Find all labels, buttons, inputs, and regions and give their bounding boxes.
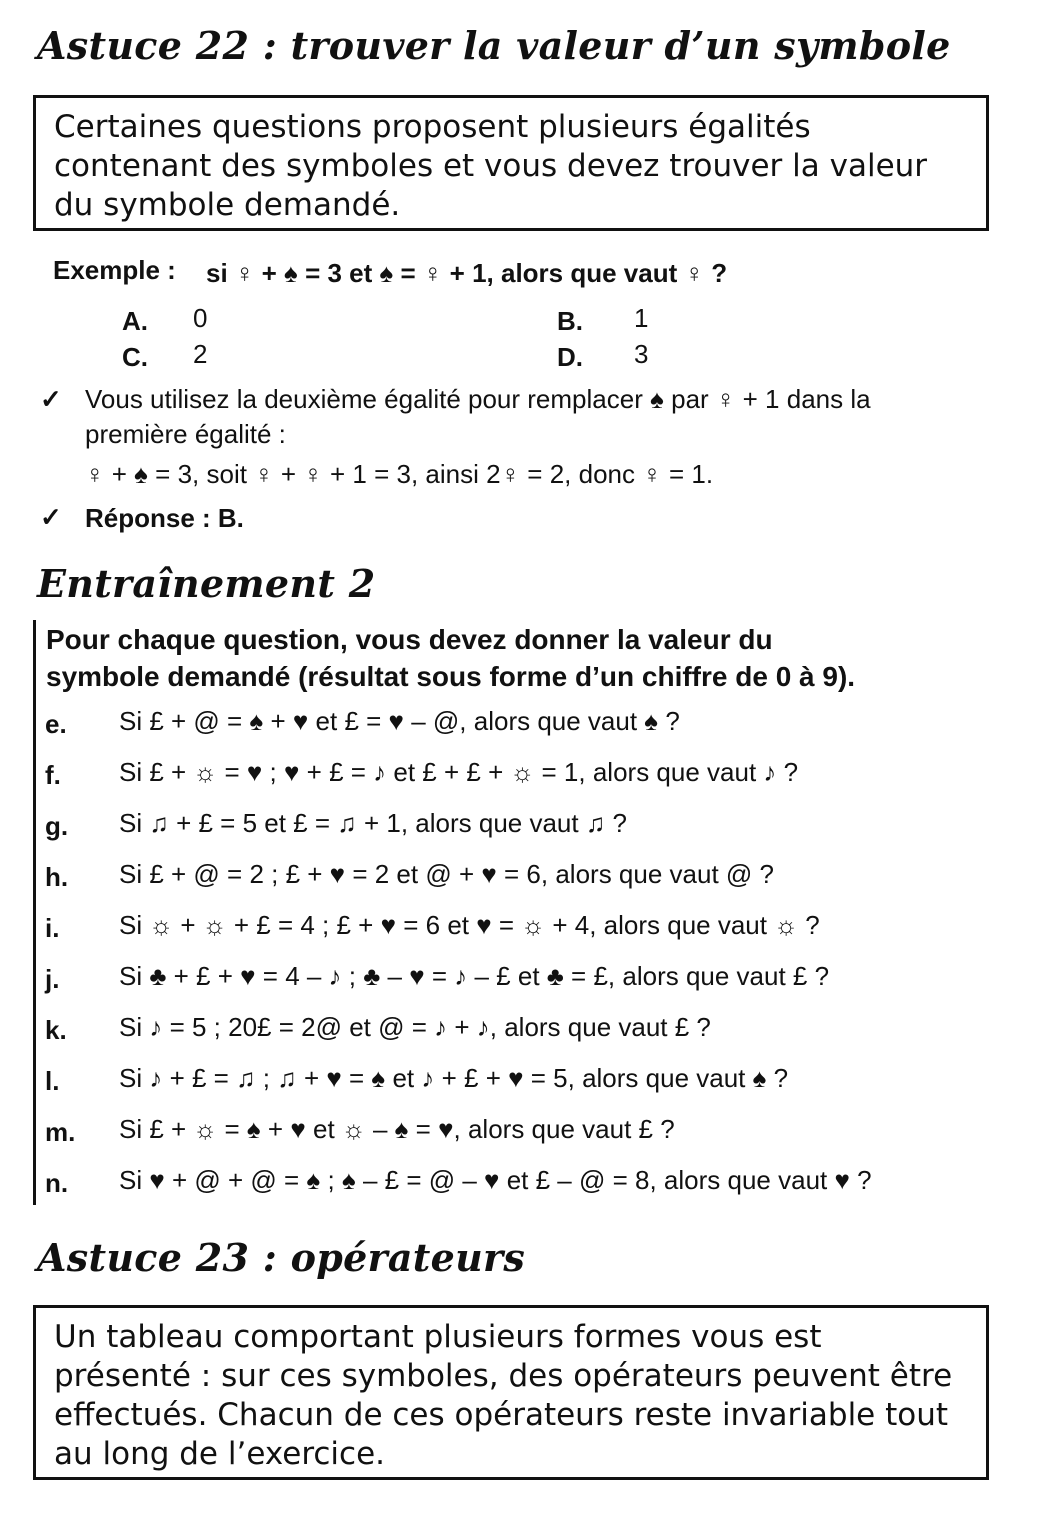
question-text: Si ☼ + ☼ + £ = 4 ; £ + ♥ = 6 et ♥ = ☼ + 4, alors que vaut ☼ ?: [119, 910, 820, 940]
explanation-line-1: Vous utilisez la deuxième égalité pour remplacer ♠ par ♀ + 1 dans la: [85, 384, 871, 414]
question-text: Si ♣ + £ + ♥ = 4 – ♪ ; ♣ – ♥ = ♪ – £ et ♣ = £, alors que vaut £ ?: [119, 961, 830, 991]
question-letter: l.: [45, 1066, 60, 1096]
answer: Réponse : B.: [85, 503, 244, 533]
training-title: Entraînement 2: [37, 561, 376, 606]
option-d-value: 3: [634, 339, 649, 369]
tip22-box-text: Certaines questions proposent plusieurs égalités contenant des symboles et vous devez trouver la valeur du symbole demandé.: [54, 109, 928, 223]
question-letter: n.: [45, 1168, 69, 1198]
training-instruction-line-2: symbole demandé (résultat sous forme d’un chiffre de 0 à 9).: [46, 661, 856, 692]
question-letter: i.: [45, 913, 60, 943]
tip23-title: Astuce 23 : opérateurs: [37, 1235, 526, 1280]
tip23-box-text: Un tableau comportant plusieurs formes vous est présenté : sur ces symboles, des opérateurs peuvent être effectués. Chacun de ces opérateurs reste invariable tout au long de l’exercice.: [54, 1319, 953, 1472]
option-a-value: 0: [193, 303, 208, 333]
question-letter: j.: [45, 964, 60, 994]
tip22-info-box: [33, 95, 989, 231]
question-text: Si £ + @ = 2 ; £ + ♥ = 2 et @ + ♥ = 6, alors que vaut @ ?: [119, 859, 774, 889]
example-question: si ♀ + ♠ = 3 et ♠ = ♀ + 1, alors que vaut ♀ ?: [206, 258, 728, 288]
question-text: Si £ + @ = ♠ + ♥ et £ = ♥ – @, alors que vaut ♠ ?: [119, 706, 680, 736]
question-text: Si ♫ + £ = 5 et £ = ♫ + 1, alors que vaut ♫ ?: [119, 808, 628, 838]
check-icon: ✓: [40, 502, 62, 532]
option-a-letter: A.: [122, 306, 148, 336]
question-letter: h.: [45, 862, 69, 892]
tip22-title: Astuce 22 : trouver la valeur d’un symbole: [37, 23, 951, 68]
question-letter: m.: [45, 1117, 76, 1147]
option-b-value: 1: [634, 303, 649, 333]
option-c-letter: C.: [122, 342, 148, 372]
training-instruction-line-1: Pour chaque question, vous devez donner la valeur du: [46, 624, 773, 655]
question-text: Si ♪ + £ = ♫ ; ♫ + ♥ = ♠ et ♪ + £ + ♥ = 5, alors que vaut ♠ ?: [119, 1063, 789, 1093]
question-letter: k.: [45, 1015, 67, 1045]
explanation-line-3: ♀ + ♠ = 3, soit ♀ + ♀ + 1 = 3, ainsi 2♀ = 2, donc ♀ = 1.: [85, 459, 714, 489]
question-text: Si ♥ + @ + @ = ♠ ; ♠ – £ = @ – ♥ et £ – @ = 8, alors que vaut ♥ ?: [119, 1165, 872, 1195]
question-text: Si £ + ☼ = ♥ ; ♥ + £ = ♪ et £ + £ + ☼ = 1, alors que vaut ♪ ?: [119, 757, 799, 787]
option-c-value: 2: [193, 339, 208, 369]
question-text: Si £ + ☼ = ♠ + ♥ et ☼ – ♠ = ♥, alors que vaut £ ?: [119, 1114, 675, 1144]
explanation-line-2: première égalité :: [85, 419, 286, 449]
check-icon: ✓: [40, 384, 62, 414]
option-d-letter: D.: [557, 342, 583, 372]
question-text: Si ♪ = 5 ; 20£ = 2@ et @ = ♪ + ♪, alors que vaut £ ?: [119, 1012, 711, 1042]
question-letter: e.: [45, 709, 67, 739]
option-b-letter: B.: [557, 306, 583, 336]
tip23-info-box: [33, 1305, 989, 1480]
question-letter: f.: [45, 760, 61, 790]
example-label: Exemple :: [53, 255, 176, 285]
question-letter: g.: [45, 811, 69, 841]
training-side-rule: [33, 620, 36, 1205]
